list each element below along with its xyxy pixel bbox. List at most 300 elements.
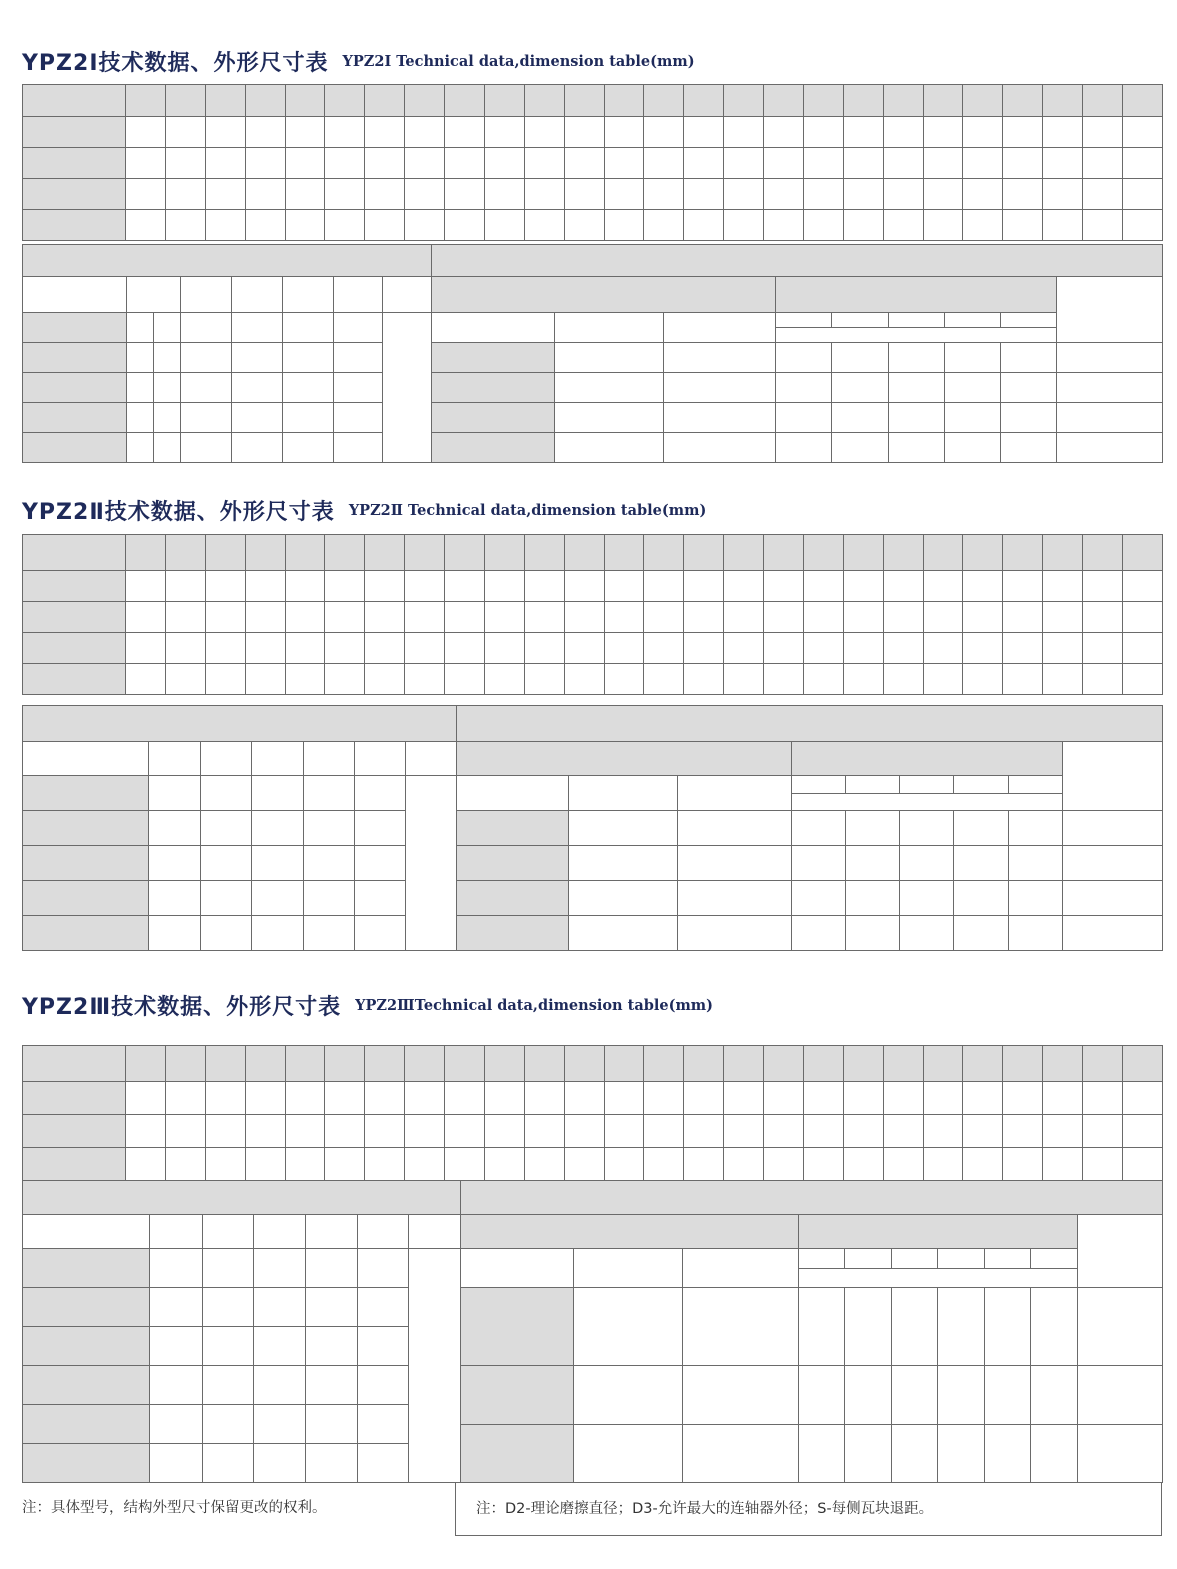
section-3-lower-table [22,1180,1162,1536]
dimension-cell [325,179,365,210]
dimension-header-cell [963,1046,1003,1082]
dimension-cell [644,1082,684,1115]
dimension-header-cell [165,85,205,117]
weight-label [1077,1215,1162,1288]
brake-cell [23,811,149,846]
torque-cell [888,343,944,373]
section-2-title [22,493,706,527]
disc-value [900,776,954,794]
disc-value [776,313,832,328]
dimension-cell [205,602,245,633]
tech-power-cell [555,343,663,373]
dimension-cell [724,1082,764,1115]
dimension-cell [923,1148,963,1181]
brake-and-tech-table [22,244,1163,463]
tech-model-cell [460,1366,573,1425]
brake-cell [23,916,149,951]
dimension-cell [484,1082,524,1115]
dimension-header-cell [644,535,684,571]
dimension-cell [325,571,365,602]
dimension-cell [1083,664,1123,695]
torque-cell [1001,373,1057,403]
dimension-cell [564,210,604,241]
torque-cell [984,1366,1031,1425]
brake-cell [354,846,405,881]
brake-cell [23,881,149,916]
brake-cell [201,846,251,881]
brake-cell [23,1444,150,1483]
brake-cell [203,1444,254,1483]
brake-cell [201,881,251,916]
disc-value [944,313,1000,328]
dimension-cell [564,1082,604,1115]
torque-cell [944,373,1000,403]
dimension-cell [564,571,604,602]
dimension-cell [126,1115,166,1148]
section-2-title-cn: YPZ2Ⅱ技术数据、外形尺寸表 [22,499,335,525]
dimension-cell [1083,602,1123,633]
torque-cell [1031,1366,1078,1425]
brake-cell [150,1249,203,1288]
dimension-cell [604,602,644,633]
dimension-cell [724,179,764,210]
dimension-cell [1083,1082,1123,1115]
tech-model-cell [460,1424,573,1483]
brake-cell [23,1405,150,1444]
s-value [405,776,456,951]
dimension-cell [564,117,604,148]
dimension-cell [484,633,524,664]
dimension-cell [524,210,564,241]
dimension-cell [803,1115,843,1148]
dimension-cell [365,571,405,602]
dimension-header-cell [1003,1046,1043,1082]
dimension-cell [1083,633,1123,664]
model-label [432,313,555,343]
dimension-cell [365,1115,405,1148]
dimension-cell [23,1115,126,1148]
brake-cell [357,1249,409,1288]
torque-cell [900,811,954,846]
dimension-header-cell [165,535,205,571]
section-3-title-en: YPZ2ⅢTechnical data,dimension table(mm) [355,996,714,1014]
brake-cell [251,916,303,951]
brake-dimensions-label [23,706,457,742]
dimension-header-cell [843,1046,883,1082]
brake-header-cell [334,277,383,313]
brake-cell [150,1366,203,1405]
dimension-cell [883,633,923,664]
brake-cell [180,373,231,403]
torque-cell [888,403,944,433]
table-row [23,148,1163,179]
dimension-cell [205,179,245,210]
tech-current-cell [677,916,791,951]
dimension-header-cell [325,535,365,571]
brake-dimensions-label [23,245,432,277]
dimension-cell [445,664,485,695]
dimension-cell [325,664,365,695]
brake-cell [23,343,127,373]
dimension-header-cell [524,535,564,571]
dimension-cell [245,179,285,210]
dimension-header-cell [126,1046,166,1082]
dimension-cell [23,148,126,179]
dimension-cell [604,664,644,695]
dimension-cell [405,633,445,664]
tech-model-cell [432,433,555,463]
dimension-header-cell [205,85,245,117]
torque-cell [1001,343,1057,373]
brake-cell [253,1288,306,1327]
dimension-cell [843,1148,883,1181]
dimension-cell [1083,179,1123,210]
dimension-cell [524,179,564,210]
brake-cell [334,433,383,463]
dimension-cell [245,117,285,148]
dimension-header-cell [803,85,843,117]
dimension-cell [165,1115,205,1148]
brake-cell [282,343,333,373]
dimension-cell [724,571,764,602]
brake-cell [303,881,354,916]
torque-label [798,1268,1077,1288]
dimension-header-cell [484,535,524,571]
dimension-header-cell [445,535,485,571]
dimension-table [22,534,1163,695]
dimension-cell [963,1082,1003,1115]
dimension-cell [963,1115,1003,1148]
brake-header-cell [23,742,149,776]
tech-power-cell [569,881,677,916]
dimension-cell [245,633,285,664]
dimension-cell [245,1115,285,1148]
brake-cell [153,343,180,373]
disc-diameter-label [798,1215,1077,1249]
dimension-header-cell [484,85,524,117]
dimension-cell [803,633,843,664]
dimension-header-cell [724,85,764,117]
dimension-cell [883,1148,923,1181]
tech-current-cell [683,1288,798,1366]
dimension-header-cell [644,1046,684,1082]
brake-cell [23,1327,150,1366]
dimension-cell [923,117,963,148]
torque-cell [891,1288,938,1366]
dimension-header-cell [764,1046,804,1082]
tech-weight-cell [1062,846,1162,881]
dimension-header-cell [564,1046,604,1082]
dimension-header-cell [23,1046,126,1082]
torque-cell [791,916,845,951]
disc-value [954,776,1008,794]
dimension-cell [644,1148,684,1181]
dimension-cell [524,117,564,148]
brake-cell [251,811,303,846]
brake-cell [203,1327,254,1366]
dimension-cell [843,1115,883,1148]
torque-label [776,328,1057,343]
brake-cell [357,1288,409,1327]
section-3-note: 注：D2-理论磨擦直径；D3-允许最大的连轴器外径；S-每侧瓦块退距。 [455,1483,1162,1536]
dimension-cell [445,633,485,664]
dimension-cell [604,210,644,241]
brake-cell [203,1405,254,1444]
dimension-header-row [23,535,1163,571]
brake-cell [251,881,303,916]
table-row [23,633,1163,664]
dimension-header-cell [684,535,724,571]
torque-cell [1008,846,1062,881]
dimension-cell [684,571,724,602]
brake-and-tech-table [22,705,1163,951]
dimension-cell [405,1148,445,1181]
dimension-cell [1122,1082,1162,1115]
brake-cell [150,1327,203,1366]
dimension-cell [23,664,126,695]
dimension-header-cell [285,535,325,571]
dimension-cell [1083,1115,1123,1148]
section-1-lower-table [22,244,1162,463]
torque-cell [798,1366,845,1425]
dimension-cell [803,117,843,148]
dimension-cell [803,179,843,210]
table-row [23,571,1163,602]
dimension-header-cell [205,1046,245,1082]
dimension-cell [1003,117,1043,148]
dimension-header-cell [405,85,445,117]
dimension-cell [23,633,126,664]
dimension-header-cell [23,535,126,571]
brake-cell [180,343,231,373]
brake-cell [23,846,149,881]
dimension-cell [1003,664,1043,695]
dimension-header-cell [684,1046,724,1082]
torque-cell [845,1424,892,1483]
brake-header-cell [303,742,354,776]
brake-cell [306,1405,358,1444]
brake-cell [251,776,303,811]
dimension-cell [1043,117,1083,148]
dimension-cell [843,179,883,210]
dimension-cell [604,1082,644,1115]
dimension-header-cell [445,85,485,117]
brake-cell [153,433,180,463]
dimension-cell [165,571,205,602]
brake-cell [23,373,127,403]
disc-value [832,313,888,328]
weight-label [1062,742,1162,811]
brake-cell [334,313,383,343]
dimension-cell [1083,1148,1123,1181]
brake-cell [127,373,154,403]
dimension-cell [524,1082,564,1115]
dimension-cell [764,1115,804,1148]
tech-model-cell [432,343,555,373]
dimension-cell [205,1148,245,1181]
brake-header-cell [409,1215,461,1249]
dimension-cell [724,633,764,664]
dimension-cell [245,571,285,602]
dimension-header-cell [724,535,764,571]
brake-cell [180,313,231,343]
tech-current-cell [663,403,776,433]
dimension-cell [445,602,485,633]
model-label [460,1249,573,1288]
disc-value [984,1249,1031,1269]
brake-cell [127,343,154,373]
dimension-cell [365,210,405,241]
torque-cell [845,1366,892,1425]
tech-power-cell [555,373,663,403]
torque-cell [891,1366,938,1425]
tech-current-cell [677,846,791,881]
dimension-header-cell [245,1046,285,1082]
brake-cell [149,881,201,916]
dimension-cell [165,664,205,695]
brake-cell [127,313,154,343]
tech-weight-cell [1077,1366,1162,1425]
torque-cell [938,1424,985,1483]
dimension-cell [1083,148,1123,179]
tech-current-cell [663,373,776,403]
dimension-cell [165,1148,205,1181]
dimension-header-cell [1043,85,1083,117]
dimension-cell [1003,571,1043,602]
dimension-cell [963,148,1003,179]
dimension-cell [684,1115,724,1148]
torque-cell [944,403,1000,433]
dimension-header-cell [245,535,285,571]
power-label [555,313,663,343]
brake-and-tech-table [22,1180,1163,1483]
disc-value [791,776,845,794]
dimension-cell [405,1115,445,1148]
dimension-header-cell [126,535,166,571]
tech-params-label [457,706,1163,742]
dimension-cell [564,1148,604,1181]
dimension-cell [285,117,325,148]
dimension-cell [245,148,285,179]
tech-params-label [460,1181,1162,1215]
brake-cell [150,1444,203,1483]
dimension-cell [963,210,1003,241]
disc-diameter-label [791,742,1062,776]
dimension-header-cell [684,85,724,117]
dimension-header-cell [365,535,405,571]
dimension-cell [365,1082,405,1115]
tech-weight-cell [1062,881,1162,916]
dimension-header-cell [564,85,604,117]
dimension-cell [564,148,604,179]
tech-params-label [432,245,1163,277]
brake-header-cell [203,1215,254,1249]
dimension-header-cell [245,85,285,117]
dimension-header-cell [1083,85,1123,117]
dimension-cell [684,210,724,241]
dimension-cell [803,210,843,241]
dimension-cell [1003,179,1043,210]
dimension-cell [126,633,166,664]
dimension-cell [724,117,764,148]
brake-cell [253,1405,306,1444]
dimension-cell [445,148,485,179]
dimension-cell [23,179,126,210]
torque-cell [1008,881,1062,916]
dimension-cell [445,179,485,210]
brake-header-cell [253,1215,306,1249]
dimension-cell [285,571,325,602]
dimension-cell [883,571,923,602]
dimension-cell [1043,602,1083,633]
dimension-cell [405,179,445,210]
brake-cell [354,881,405,916]
dimension-cell [684,148,724,179]
dimension-cell [1043,148,1083,179]
torque-cell [846,846,900,881]
torque-cell [984,1288,1031,1366]
dimension-cell [644,602,684,633]
brake-cell [23,433,127,463]
dimension-cell [524,1115,564,1148]
dimension-header-cell [524,1046,564,1082]
dimension-cell [883,1082,923,1115]
dimension-cell [245,1148,285,1181]
dimension-cell [764,1082,804,1115]
dimension-header-cell [445,1046,485,1082]
section-1-title [22,44,695,78]
torque-cell [954,846,1008,881]
dimension-header-cell [1043,1046,1083,1082]
brake-cell [354,811,405,846]
dimension-header-cell [365,1046,405,1082]
dimension-cell [764,148,804,179]
brake-cell [253,1249,306,1288]
dimension-cell [1043,1148,1083,1181]
brake-header-cell [357,1215,409,1249]
dimension-cell [325,1082,365,1115]
dimension-cell [963,602,1003,633]
dimension-cell [564,664,604,695]
brake-dimensions-label [23,1181,461,1215]
dimension-cell [604,1115,644,1148]
brake-cell [231,403,282,433]
section-2-title-en: YPZ2Ⅱ Technical data,dimension table(mm) [348,501,707,519]
brake-header-cell [405,742,456,776]
torque-label [791,793,1062,811]
dimension-cell [23,1148,126,1181]
brake-cell [153,373,180,403]
section-3-title [22,988,713,1022]
model-label [457,776,569,811]
brake-cell [306,1327,358,1366]
dimension-header-cell [165,1046,205,1082]
dimension-header-cell [524,85,564,117]
tech-power-cell [569,811,677,846]
dimension-cell [325,210,365,241]
disc-value [891,1249,938,1269]
brake-cell [180,433,231,463]
dimension-cell [205,1082,245,1115]
dimension-header-cell [1003,535,1043,571]
dimension-cell [604,179,644,210]
torque-cell [888,433,944,463]
table-row [23,1082,1163,1115]
section-1-title-cn: YPZ2Ⅰ技术数据、外形尺寸表 [22,50,329,76]
dimension-cell [1003,1082,1043,1115]
brake-cell [203,1366,254,1405]
brake-cell [306,1444,358,1483]
